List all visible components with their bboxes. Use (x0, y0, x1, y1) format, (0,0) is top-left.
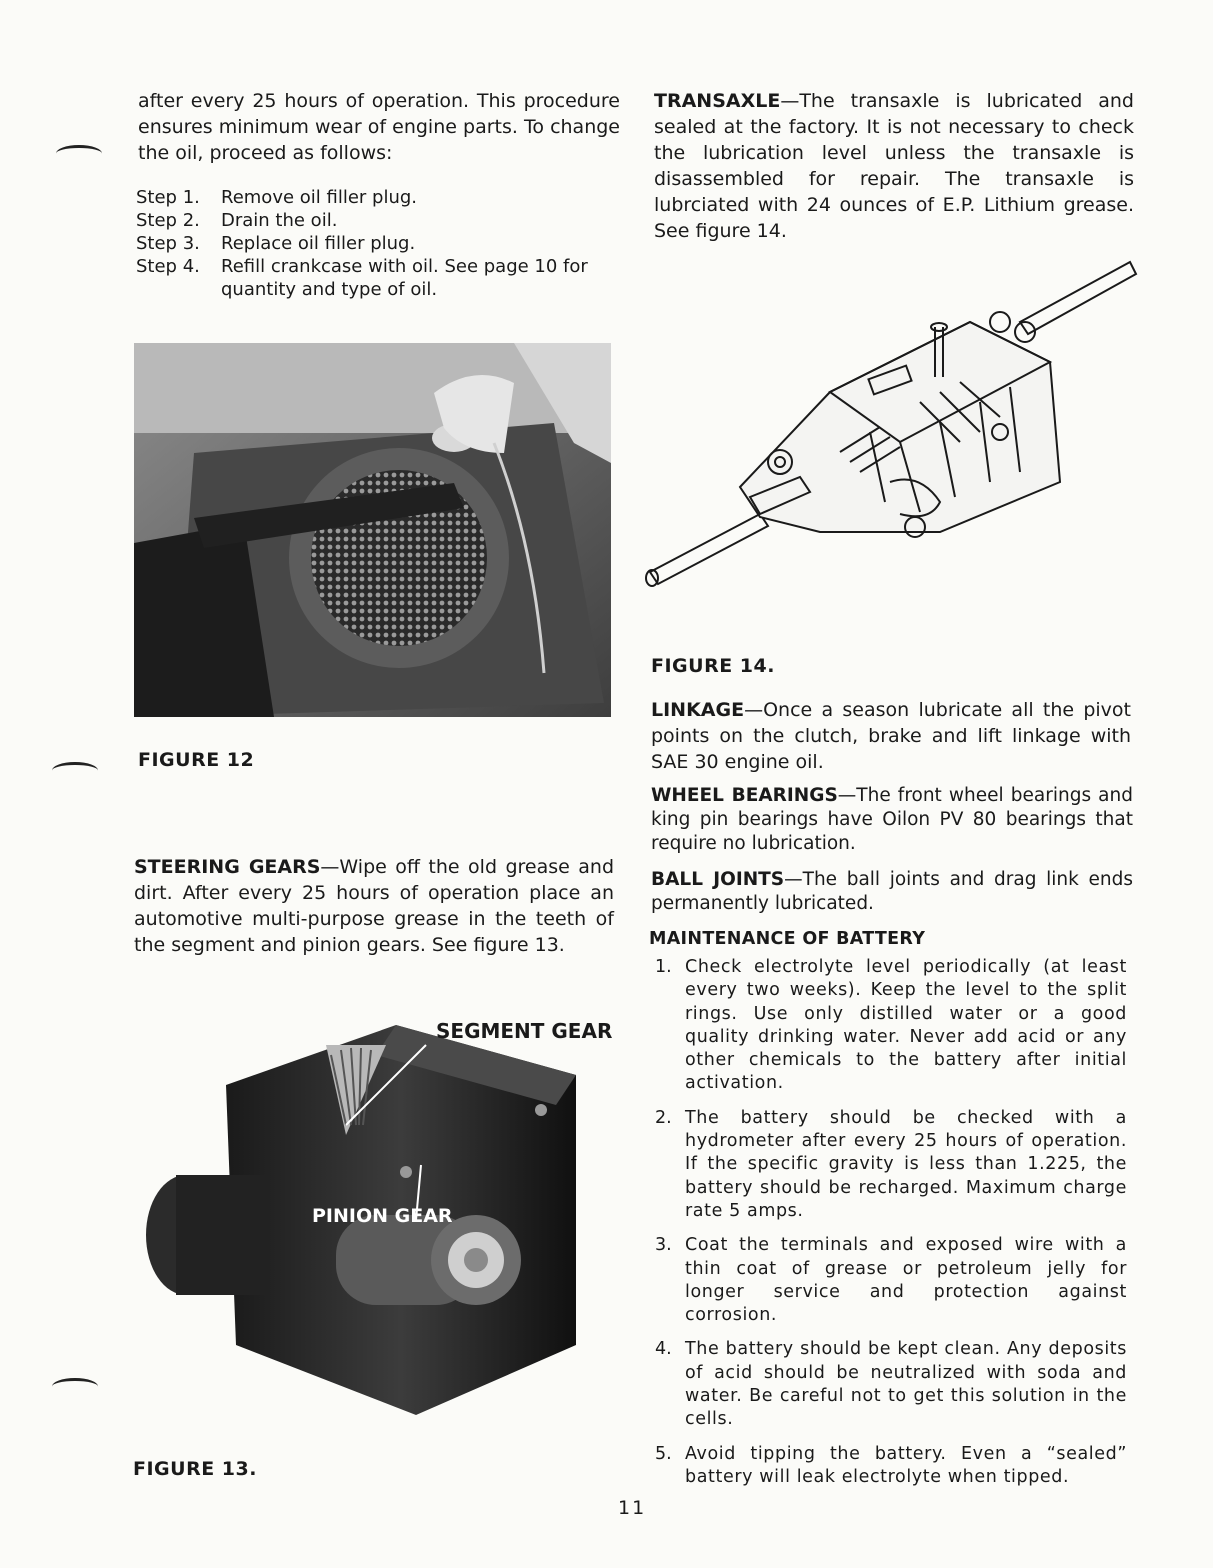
list-item-text: Coat the terminals and exposed wire with a thin coat of grease or petroleum jelly for longer service and protection against corrosion. (685, 1235, 1127, 1326)
wheel-bearings-text: —The front wheel bearings and king pin bearings have Oilon PV 80 bearings that require no lubrication. (651, 785, 1133, 854)
list-item-text: The battery should be kept clean. Any deposits of acid should be neutralized with soda and water. Be careful not to get this solution in the cells. (685, 1339, 1127, 1430)
wheel-bearings-section (651, 784, 1133, 856)
oil-change-steps (136, 186, 620, 301)
transaxle-illustration (640, 252, 1140, 592)
list-item-number: 4. (655, 1339, 672, 1360)
wheel-bearings-heading: WHEEL BEARINGS (651, 785, 838, 806)
steering-gears-heading: STEERING GEARS (134, 856, 321, 878)
battery-list (655, 956, 1127, 1500)
step-label: Step 4. (136, 256, 200, 277)
figure-12-caption: FIGURE 12 (138, 749, 255, 771)
step-label: Step 2. (136, 210, 200, 231)
list-item (655, 1107, 1127, 1223)
ball-joints-section (651, 868, 1133, 916)
linkage-text: —Once a season lubricate all the pivot points on the clutch, brake and lift linkage with SAE 30 engine oil. (651, 699, 1131, 773)
list-item (655, 1338, 1127, 1431)
ball-joints-heading: BALL JOINTS (651, 869, 785, 890)
step-row (136, 186, 620, 209)
list-item-number: 2. (655, 1107, 672, 1128)
list-item-number: 3. (655, 1235, 672, 1256)
figure-12-photo (134, 343, 611, 717)
step-row (136, 232, 620, 255)
list-item-text: Check electrolyte level periodically (at least every two weeks). Keep the level to the split rings. Use only distilled water or a good quality drinking water. Never add acid or any other chemicals to the battery after initial activation. (685, 957, 1127, 1094)
margin-mark-middle (52, 762, 98, 779)
step-text: Drain the oil. (221, 210, 338, 231)
list-item (655, 1234, 1127, 1327)
transaxle-text: —The transaxle is lubricated and sealed at the factory. It is not necessary to check the lubrication level unless the transaxle is disassembled for repair. The transaxle is lubrciated with 24 ounces of E.P. Lithium grease. See figure 14. (654, 90, 1134, 242)
margin-mark-bottom (52, 1378, 98, 1395)
list-item-text: The battery should be checked with a hydrometer after every 25 hours of operation. If the specific gravity is less than 1.225, the battery should be recharged. Maximum charge rate 5 amps. (685, 1107, 1127, 1221)
figure-14-drawing (640, 252, 1140, 592)
linkage-heading: LINKAGE (651, 699, 745, 721)
page-number: 11 (618, 1497, 647, 1519)
list-item-number: 5. (655, 1443, 672, 1464)
list-item (655, 1443, 1127, 1490)
list-item-number: 1. (655, 957, 672, 977)
pinion-gear-label: PINION GEAR (312, 1205, 453, 1227)
step-row (136, 255, 620, 301)
step-text: Remove oil filler plug. (221, 187, 418, 208)
transaxle-heading: TRANSAXLE (654, 90, 781, 112)
linkage-section (651, 697, 1131, 775)
transaxle-section (654, 88, 1134, 244)
engine-illustration (134, 343, 611, 717)
step-text: Refill crankcase with oil. See page 10 for quantity and type of oil. (221, 256, 588, 300)
steering-gears-text: —Wipe off the old grease and dirt. After every 25 hours of operation place an automotive multi-purpose grease in the teeth of the segment and pinion gears. See figure 13. (134, 856, 615, 956)
ball-joints-text: —The ball joints and drag link ends permanently lubricated. (651, 869, 1133, 914)
figure-13-photo (146, 1015, 616, 1420)
list-item (655, 956, 1127, 1096)
step-text: Replace oil filler plug. (221, 233, 416, 254)
margin-mark-top (56, 145, 102, 162)
figure-13-caption: FIGURE 13. (133, 1458, 257, 1480)
oil-intro-text: after every 25 hours of operation. This procedure ensures minimum wear of engine parts. To change the oil, proceed as follows: (138, 90, 620, 164)
battery-heading: MAINTENANCE OF BATTERY (649, 929, 926, 949)
oil-change-intro (138, 88, 620, 166)
step-row (136, 209, 620, 232)
steering-gears-section (134, 854, 614, 958)
segment-gear-label: SEGMENT GEAR (436, 1019, 613, 1043)
step-label: Step 1. (136, 187, 200, 208)
figure-14-caption: FIGURE 14. (651, 655, 775, 677)
step-label: Step 3. (136, 233, 200, 254)
list-item-text: Avoid tipping the battery. Even a “sealed” battery will leak electrolyte when tipped. (685, 1443, 1127, 1487)
